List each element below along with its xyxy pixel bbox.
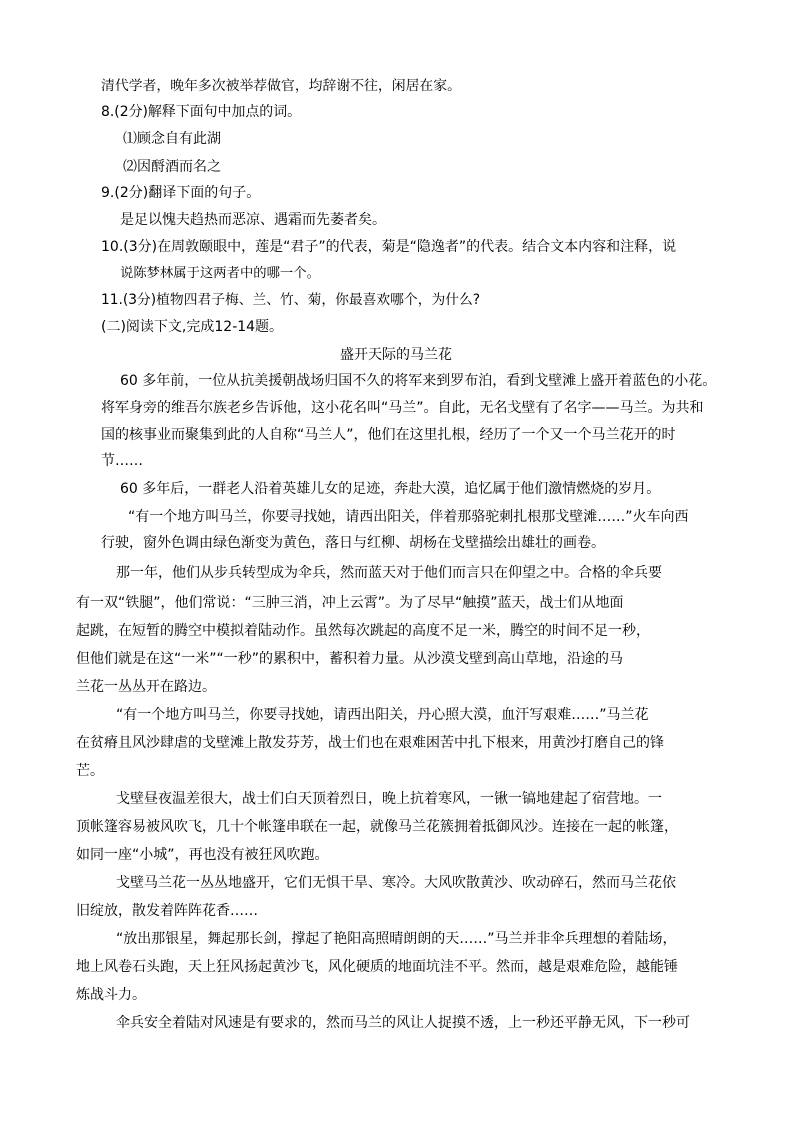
paragraph-line: 戈壁马兰花一丛丛地盛开，它们无惧干旱、寒冷。大风吹散黄沙、吹动碎石，然而马兰花依 bbox=[116, 875, 676, 891]
paragraph-line: 在贫瘠且风沙肆虐的戈壁滩上散发芬芳，战士们也在艰难困苦中扎下根来，用黄沙打磨自己的锋 bbox=[76, 735, 664, 751]
question-9: 9.(2分)翻译下面的句子。 bbox=[101, 185, 261, 201]
paragraph-line: 60 多年前，一位从抗美援朝战场归国不久的将军来到罗布泊，看到戈壁滩上盛开着蓝色的小花。 bbox=[120, 373, 717, 389]
question-11: 11.(3分)植物四君子梅、兰、竹、菊，你最喜欢哪个，为什么? bbox=[101, 292, 481, 308]
paragraph-line: 有一双“铁腿”，他们常说：“三肿三消，冲上云霄”。为了尽早“触摸”蓝天，战士们从地面 bbox=[76, 595, 624, 611]
paragraph-line: 如同一座“小城”，再也没有被狂风吹跑。 bbox=[76, 847, 329, 863]
paragraph-line: 伞兵安全着陆对风速是有要求的，然而马兰的风让人捉摸不透，上一秒还平静无风，下一秒可 bbox=[116, 1015, 690, 1031]
paragraph-line: 兰花一丛丛开在路边。 bbox=[76, 679, 216, 695]
paragraph-line: 旧绽放，散发着阵阵花香…… bbox=[76, 903, 258, 919]
paragraph-line: 炼战斗力。 bbox=[76, 987, 146, 1003]
paragraph-line: “有一个地方叫马兰，你要寻找她，请西出阳关，伴着那骆驼刺扎根那戈壁滩……”火车向西 bbox=[128, 509, 689, 525]
question-10: 10.(3分)在周敦颐眼中，莲是“君子”的代表，菊是“隐逸者”的代表。结合文本内容和注释，说 bbox=[101, 239, 677, 255]
paragraph-line: “有一个地方叫马兰，你要寻找她，请西出阳关，丹心照大漠，血汗写艰难……”马兰花 bbox=[116, 707, 649, 723]
question-10-cont: 说陈梦林属于这两者中的哪一个。 bbox=[120, 266, 320, 281]
paragraph-line: 但他们就是在这“一米”“一秒”的累积中，蓄积着力量。从沙漠戈壁到高山草地，沿途的马 bbox=[76, 651, 624, 667]
article-title: 盛开天际的马兰花 bbox=[340, 347, 452, 363]
paragraph-line: 60 多年后，一群老人沿着英雄儿女的足迹，奔赴大漠，追忆属于他们激情燃烧的岁月。 bbox=[120, 481, 661, 497]
paragraph-line: 行驶，窗外色调由绿色渐变为黄色，落日与红柳、胡杨在戈壁描绘出雄壮的画卷。 bbox=[101, 535, 605, 551]
section-2-heading: (二)阅读下文,完成12-14题。 bbox=[101, 319, 284, 335]
question-8-item-2: ⑵因酹酒而名之 bbox=[123, 159, 221, 175]
paragraph-line: “放出那银星，舞起那长剑，撑起了艳阳高照晴朗朗的天……”马兰并非伞兵理想的着陆场， bbox=[116, 931, 677, 947]
paragraph-line: 地上风卷石头跑，天上狂风扬起黄沙飞，风化硬质的地面坑洼不平。然而，越是艰难危险，越能锤 bbox=[76, 959, 678, 975]
paragraph-line: 节…… bbox=[101, 453, 143, 469]
paragraph-line: 戈壁昼夜温差很大，战士们白天顶着烈日，晚上抗着寒风，一锹一镐地建起了宿营地。一 bbox=[116, 791, 662, 807]
question-8: 8.(2分)解释下面句中加点的词。 bbox=[101, 104, 302, 120]
text-line: 清代学者，晚年多次被举荐做官，均辞谢不往，闲居在家。 bbox=[101, 78, 461, 94]
paragraph-line: 那一年，他们从步兵转型成为伞兵，然而蓝天对于他们而言只在仰望之中。合格的伞兵要 bbox=[116, 565, 662, 581]
paragraph-line: 顶帐篷容易被风吹飞，几十个帐篷串联在一起，就像马兰花簇拥着抵御风沙。连接在一起的帐篷， bbox=[76, 819, 678, 835]
paragraph-line: 国的核事业而聚集到此的人自称“马兰人”，他们在这里扎根，经历了一个又一个马兰花开的时 bbox=[101, 427, 676, 443]
paragraph-line: 起跳，在短暂的腾空中模拟着陆动作。虽然每次跳起的高度不足一米，腾空的时间不足一秒， bbox=[76, 623, 650, 639]
paragraph-line: 将军身旁的维吾尔族老乡告诉他，这小花名叫“马兰”。自此，无名戈壁有了名字——马兰。为共和 bbox=[101, 400, 704, 416]
question-8-item-1: ⑴顾念自有此湖 bbox=[123, 131, 221, 147]
question-9-sentence: 是足以愧夫趋热而恶凉、遇霜而先萎者矣。 bbox=[120, 212, 386, 228]
paragraph-line: 芒。 bbox=[76, 763, 104, 779]
